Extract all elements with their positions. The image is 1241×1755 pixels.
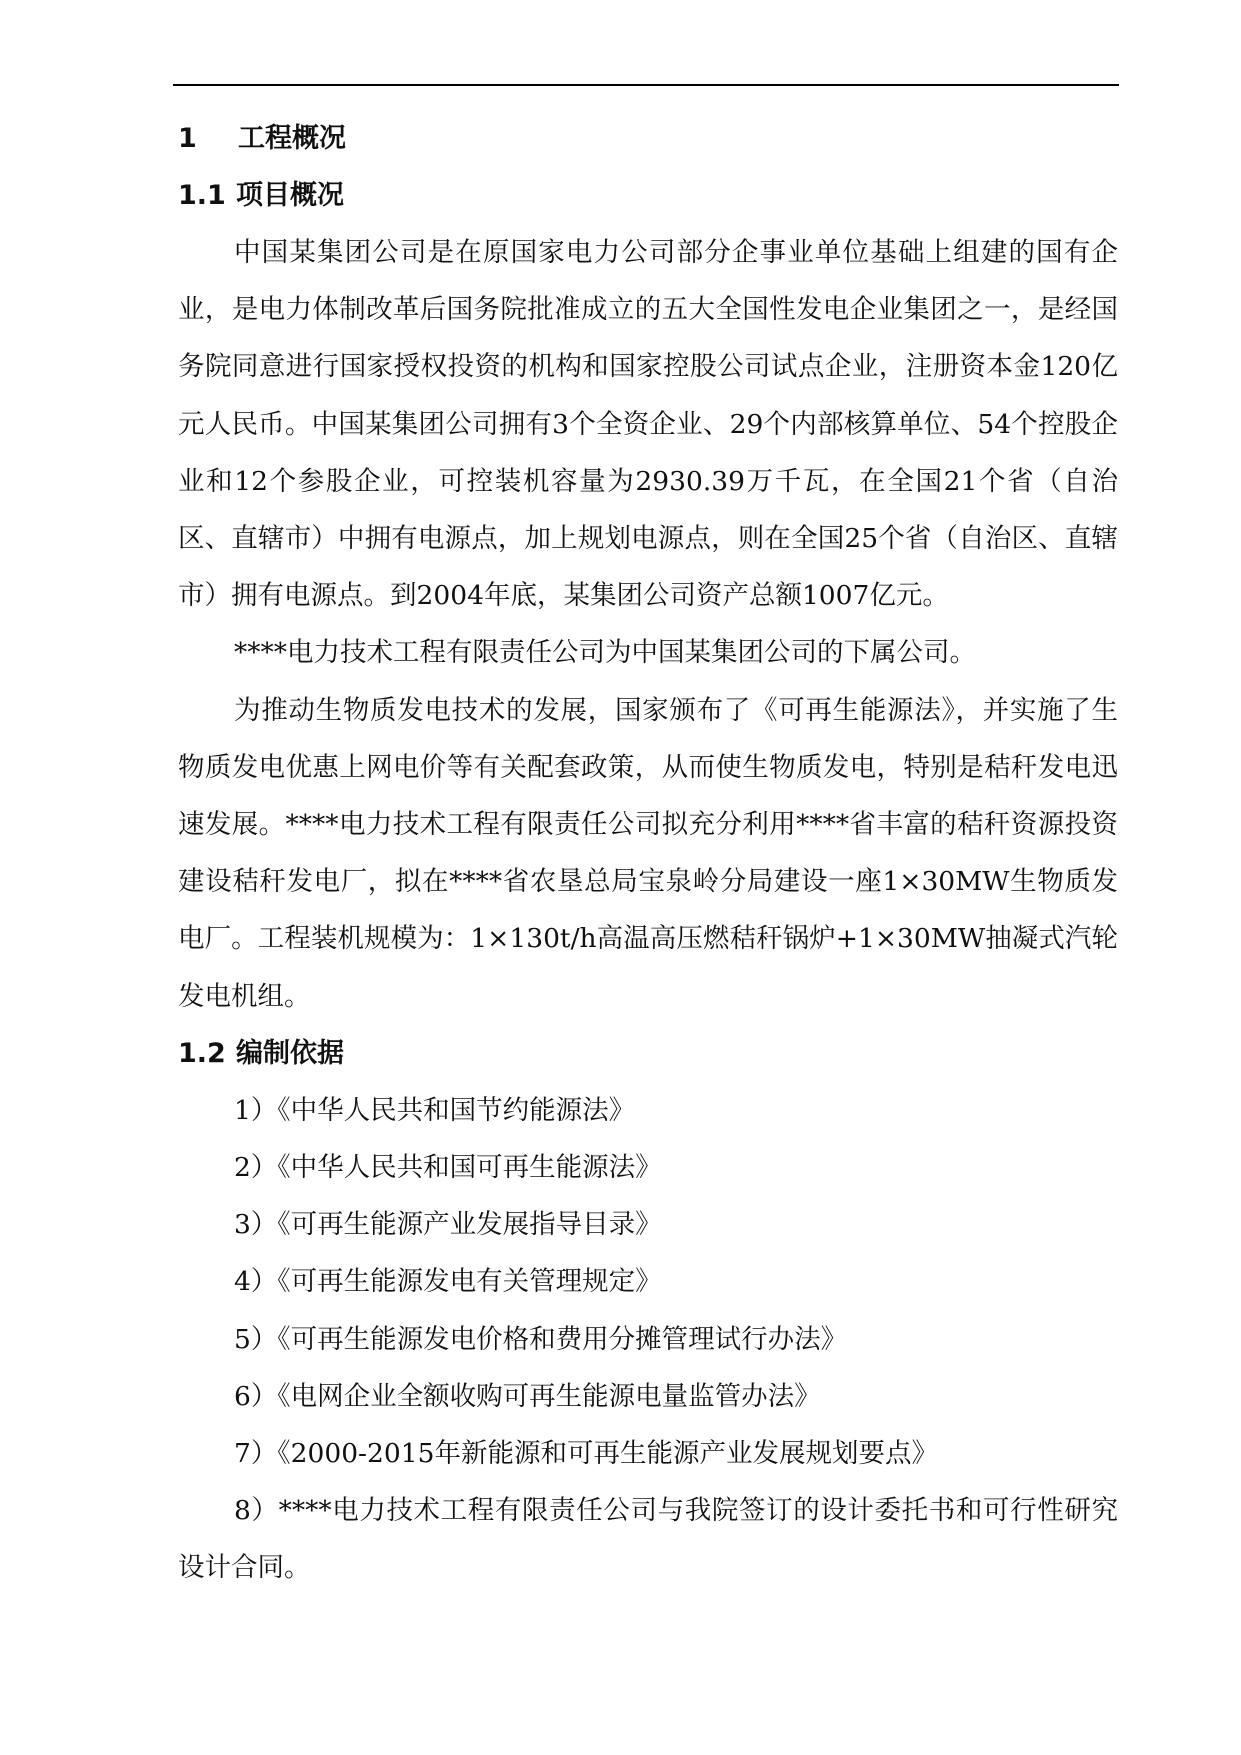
document-body (178, 110, 1118, 1597)
section-number: 1.1 (178, 180, 226, 211)
paragraph-subsidiary: ****电力技术工程有限责任公司为中国某集团公司的下属公司。 (234, 637, 976, 669)
header-rule (173, 84, 1119, 86)
basis-item-8: 8）****电力技术工程有限责任公司与我院签订的设计委托书和可行性研究设计合同。 (178, 1495, 1118, 1584)
basis-item-6: 6）《电网企业全额收购可再生能源电量监管办法》 (234, 1380, 821, 1412)
section-title: 项目概况 (236, 180, 344, 211)
section-title: 工程概况 (238, 123, 346, 154)
section-number: 1 (178, 123, 197, 154)
basis-item-4: 4）《可再生能源发电有关管理规定》 (234, 1266, 662, 1298)
basis-item-2: 2）《中华人民共和国可再生能源法》 (234, 1152, 662, 1184)
basis-item-3: 3）《可再生能源产业发展指导目录》 (234, 1209, 662, 1241)
section-heading-1 (178, 110, 1118, 167)
basis-item-5: 5）《可再生能源发电价格和费用分摊管理试行办法》 (234, 1323, 848, 1355)
section-heading-1-1 (178, 167, 1118, 224)
basis-item-1: 1）《中华人民共和国节约能源法》 (234, 1094, 636, 1126)
section-title: 编制依据 (236, 1037, 344, 1069)
section-heading-1-2 (178, 1025, 1118, 1082)
paragraph-project: 为推动生物质发电技术的发展，国家颁布了《可再生能源法》，并实施了生物质发电优惠上网电价等有关配套政策，从而使生物质发电，特别是秸秆发电迅速发展。****电力技术工程有限责任公司拟充分利用****省丰富的秸秆资源投资建设秸秆发电厂，拟在****省农垦总局宝泉岭分局建设一座1×30MW生物质发电厂。工程装机规模为：1×130t/h高温高压燃秸秆锅炉+1×30MW抽凝式汽轮发电机组。 (178, 694, 1118, 1012)
paragraph-company-overview: 中国某集团公司是在原国家电力公司部分企事业单位基础上组建的国有企业，是电力体制改革后国务院批准成立的五大全国性发电企业集团之一，是经国务院同意进行国家授权投资的机构和国家控股公司试点企业，注册资本金120亿元人民币。中国某集团公司拥有3个全资企业、29个内部核算单位、54个控股企业和12个参股企业，可控装机容量为2930.39万千瓦，在全国21个省（自治区、直辖市）中拥有电源点，加上规划电源点，则在全国25个省（自治区、直辖市）拥有电源点。到2004年底，某集团公司资产总额1007亿元。 (178, 237, 1118, 612)
basis-item-7: 7）《2000-2015年新能源和可再生能源产业发展规划要点》 (234, 1438, 938, 1470)
section-number: 1.2 (178, 1037, 226, 1069)
